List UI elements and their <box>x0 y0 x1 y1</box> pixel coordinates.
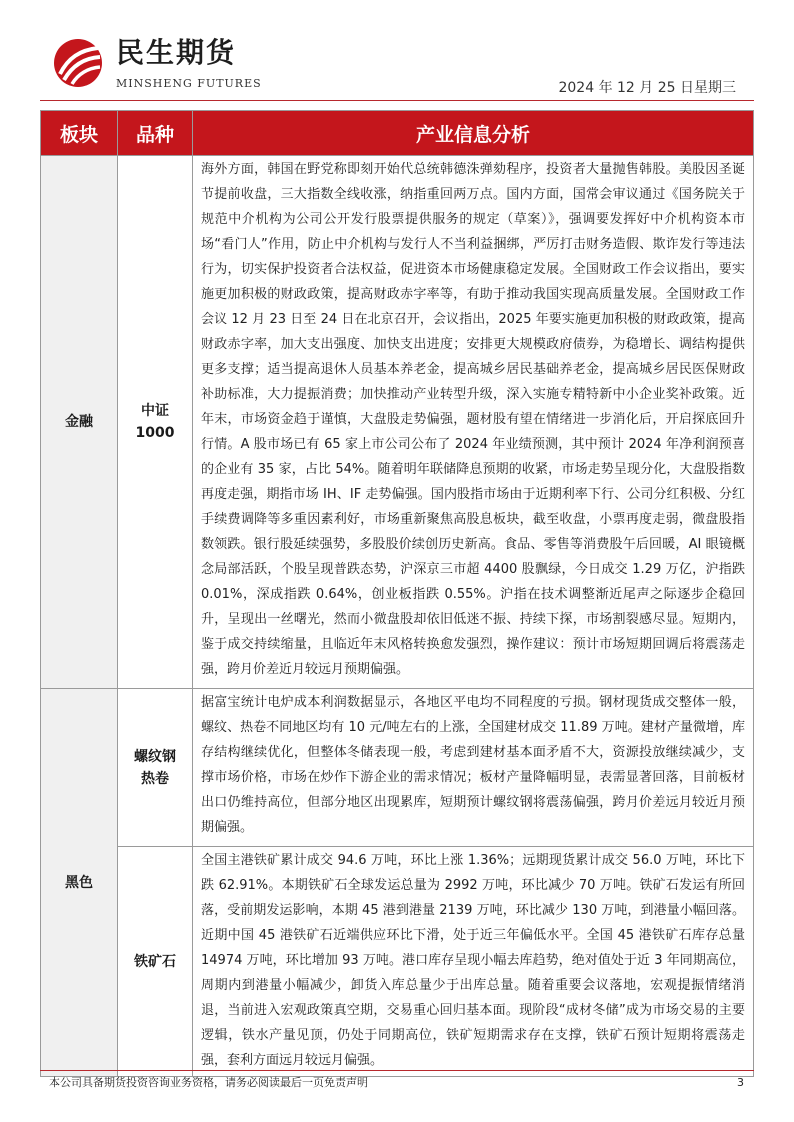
sector-cell: 黑色 <box>41 689 118 1077</box>
analysis-cell: 海外方面，韩国在野党称即刻开始代总统韩德洙弹劾程序，投资者大量抛售韩股。美股因圣诞节提前收盘，三大指数全线收涨，纳指重回两万点。国内方面，国常会审议通过《国务院关于规范中介机构为公司公开发行股票提供服务的规定（草案）》，强调要发挥好中介机构资本市场“看门人”作用，防止中介机构与发行人不当利益捆绑，严厉打击财务造假、欺诈发行等违法行为，切实保护投资者合法权益，促进资本市场健康稳定发展。全国财政工作会议指出，要实施更加积极的财政政策，提高财政赤字率等，有助于推动我国实现高质量发展。全国财政工作会议 12 月 23 日至 24 日在北京召开，会议指出，2025 年要实施更加积极的财政政策，提高财政赤字率，加大支出强度、加快支出进度；安排更大规模政府债券，为稳增长、调结构提供更多支撑；适当提高退休人员基本养老金，提高城乡居民基础养老金，提高城乡居民医保财政补助标准，大力提振消费；加快推动产业转型升级，深入实施专精特新中小企业奖补政策。近年末，市场资金趋于谨慎，大盘股走势偏强，题材股有望在情绪进一步消化后，开启探底回升行情。A 股市场已有 65 家上市公司公布了 2024 年业绩预测，其中预计 2024 年净利润预喜的企业有 35 家，占比 54%。随着明年联储降息预期的收紧，市场走势呈现分化，大盘股指数再度走强，期指市场 IH、IF 走势偏强。国内股指市场由于近期利率下行、公司分红积极、分红手续费调降等多重因素利好，市场重新聚焦高股息板块，截至收盘，小票再度走弱，微盘股指数领跌。银行股延续强势，多股股价续创历史新高。食品、零售等消费股午后回暖，AI 眼镜概念局部活跃，个股呈现普跌态势，沪深京三市超 4400 股飘绿，今日成交 1.29 万亿，沪指跌 0.01%，深成指跌 0.64%，创业板指跌 0.55%。沪指在技术调整渐近尾声之际逐步企稳回升，呈现出一丝曙光，然而小微盘股却依旧低迷不振、持续下探，市场割裂感尽显。短期内，鉴于成交持续缩量，且临近年末风格转换愈发强烈，操作建议：预计市场短期回调后将震荡走强，跨月价差近月较远月预期偏强。 <box>193 156 754 689</box>
header-divider <box>40 100 754 101</box>
report-date: 2024 年 12 月 25 日星期三 <box>558 80 736 96</box>
industry-analysis-table <box>40 110 754 1077</box>
table-row <box>41 156 754 689</box>
table-header-row <box>41 111 754 156</box>
analysis-cell: 全国主港铁矿累计成交 94.6 万吨，环比上涨 1.36%；远期现货累计成交 56.0 万吨，环比下跌 62.91%。本期铁矿石全球发运总量为 2992 万吨，环比减少 70 万吨。铁矿石发运有所回落，受前期发运影响，本期 45 港到港量 2139 万吨，环比减少 130 万吨，到港量小幅回落。近期中国 45 港铁矿石近端供应环比下滑，处于近三年偏低水平。全国 45 港铁矿石库存总量 14974 万吨，环比增加 93 万吨。港口库存呈现小幅去库趋势，绝对值处于近 3 年同期高位，周期内到港量小幅减少，卸货入库总量少于出库总量。随着重要会议落地，宏观提振情绪消退，当前进入宏观政策真空期，交易重心回归基本面。现阶段“成材冬储”成为市场交易的主要逻辑，铁水产量见顶，仍处于同期高位，铁矿短期需求存在支撑，铁矿石预计短期将震荡走强，套利方面远月较远月偏强。 <box>193 847 754 1077</box>
footer-divider <box>40 1070 754 1071</box>
variety-label: 中证 1000 <box>135 403 175 441</box>
minsheng-logo-icon <box>50 38 106 88</box>
variety-cell <box>118 156 193 689</box>
table-row <box>41 847 754 1077</box>
variety-cell <box>118 689 193 847</box>
page-number: 3 <box>737 1076 744 1089</box>
page-header <box>0 0 794 104</box>
sector-cell: 金融 <box>41 156 118 689</box>
analysis-cell: 据富宝统计电炉成本利润数据显示，各地区平电均不同程度的亏损。钢材现货成交整体一般，螺纹、热卷不同地区均有 10 元/吨左右的上涨，全国建材成交 11.89 万吨。建材产量微增，库存结构继续优化，但整体冬储表现一般，考虑到建材基本面矛盾不大，资源投放继续减少，支撑市场价格，市场在炒作下游企业的需求情况；板材产量降幅明显，表需显著回落，目前板材出口仍维持高位，但部分地区出现累库，短期预计螺纹钢将震荡偏强，跨月价差远月较近月预期偏强。 <box>193 689 754 847</box>
table-row <box>41 689 754 847</box>
column-header-variety: 品种 <box>118 111 193 156</box>
variety-cell: 铁矿石 <box>118 847 193 1077</box>
column-header-analysis: 产业信息分析 <box>193 111 754 156</box>
column-header-sector: 板块 <box>41 111 118 156</box>
variety-label: 螺纹钢 热卷 <box>134 748 176 787</box>
brand-name-en: MINSHENG FUTURES <box>116 77 262 90</box>
footer-disclaimer: 本公司具备期货投资咨询业务资格，请务必阅读最后一页免责声明 <box>49 1076 368 1089</box>
brand-name: 民生期货 <box>116 36 237 69</box>
